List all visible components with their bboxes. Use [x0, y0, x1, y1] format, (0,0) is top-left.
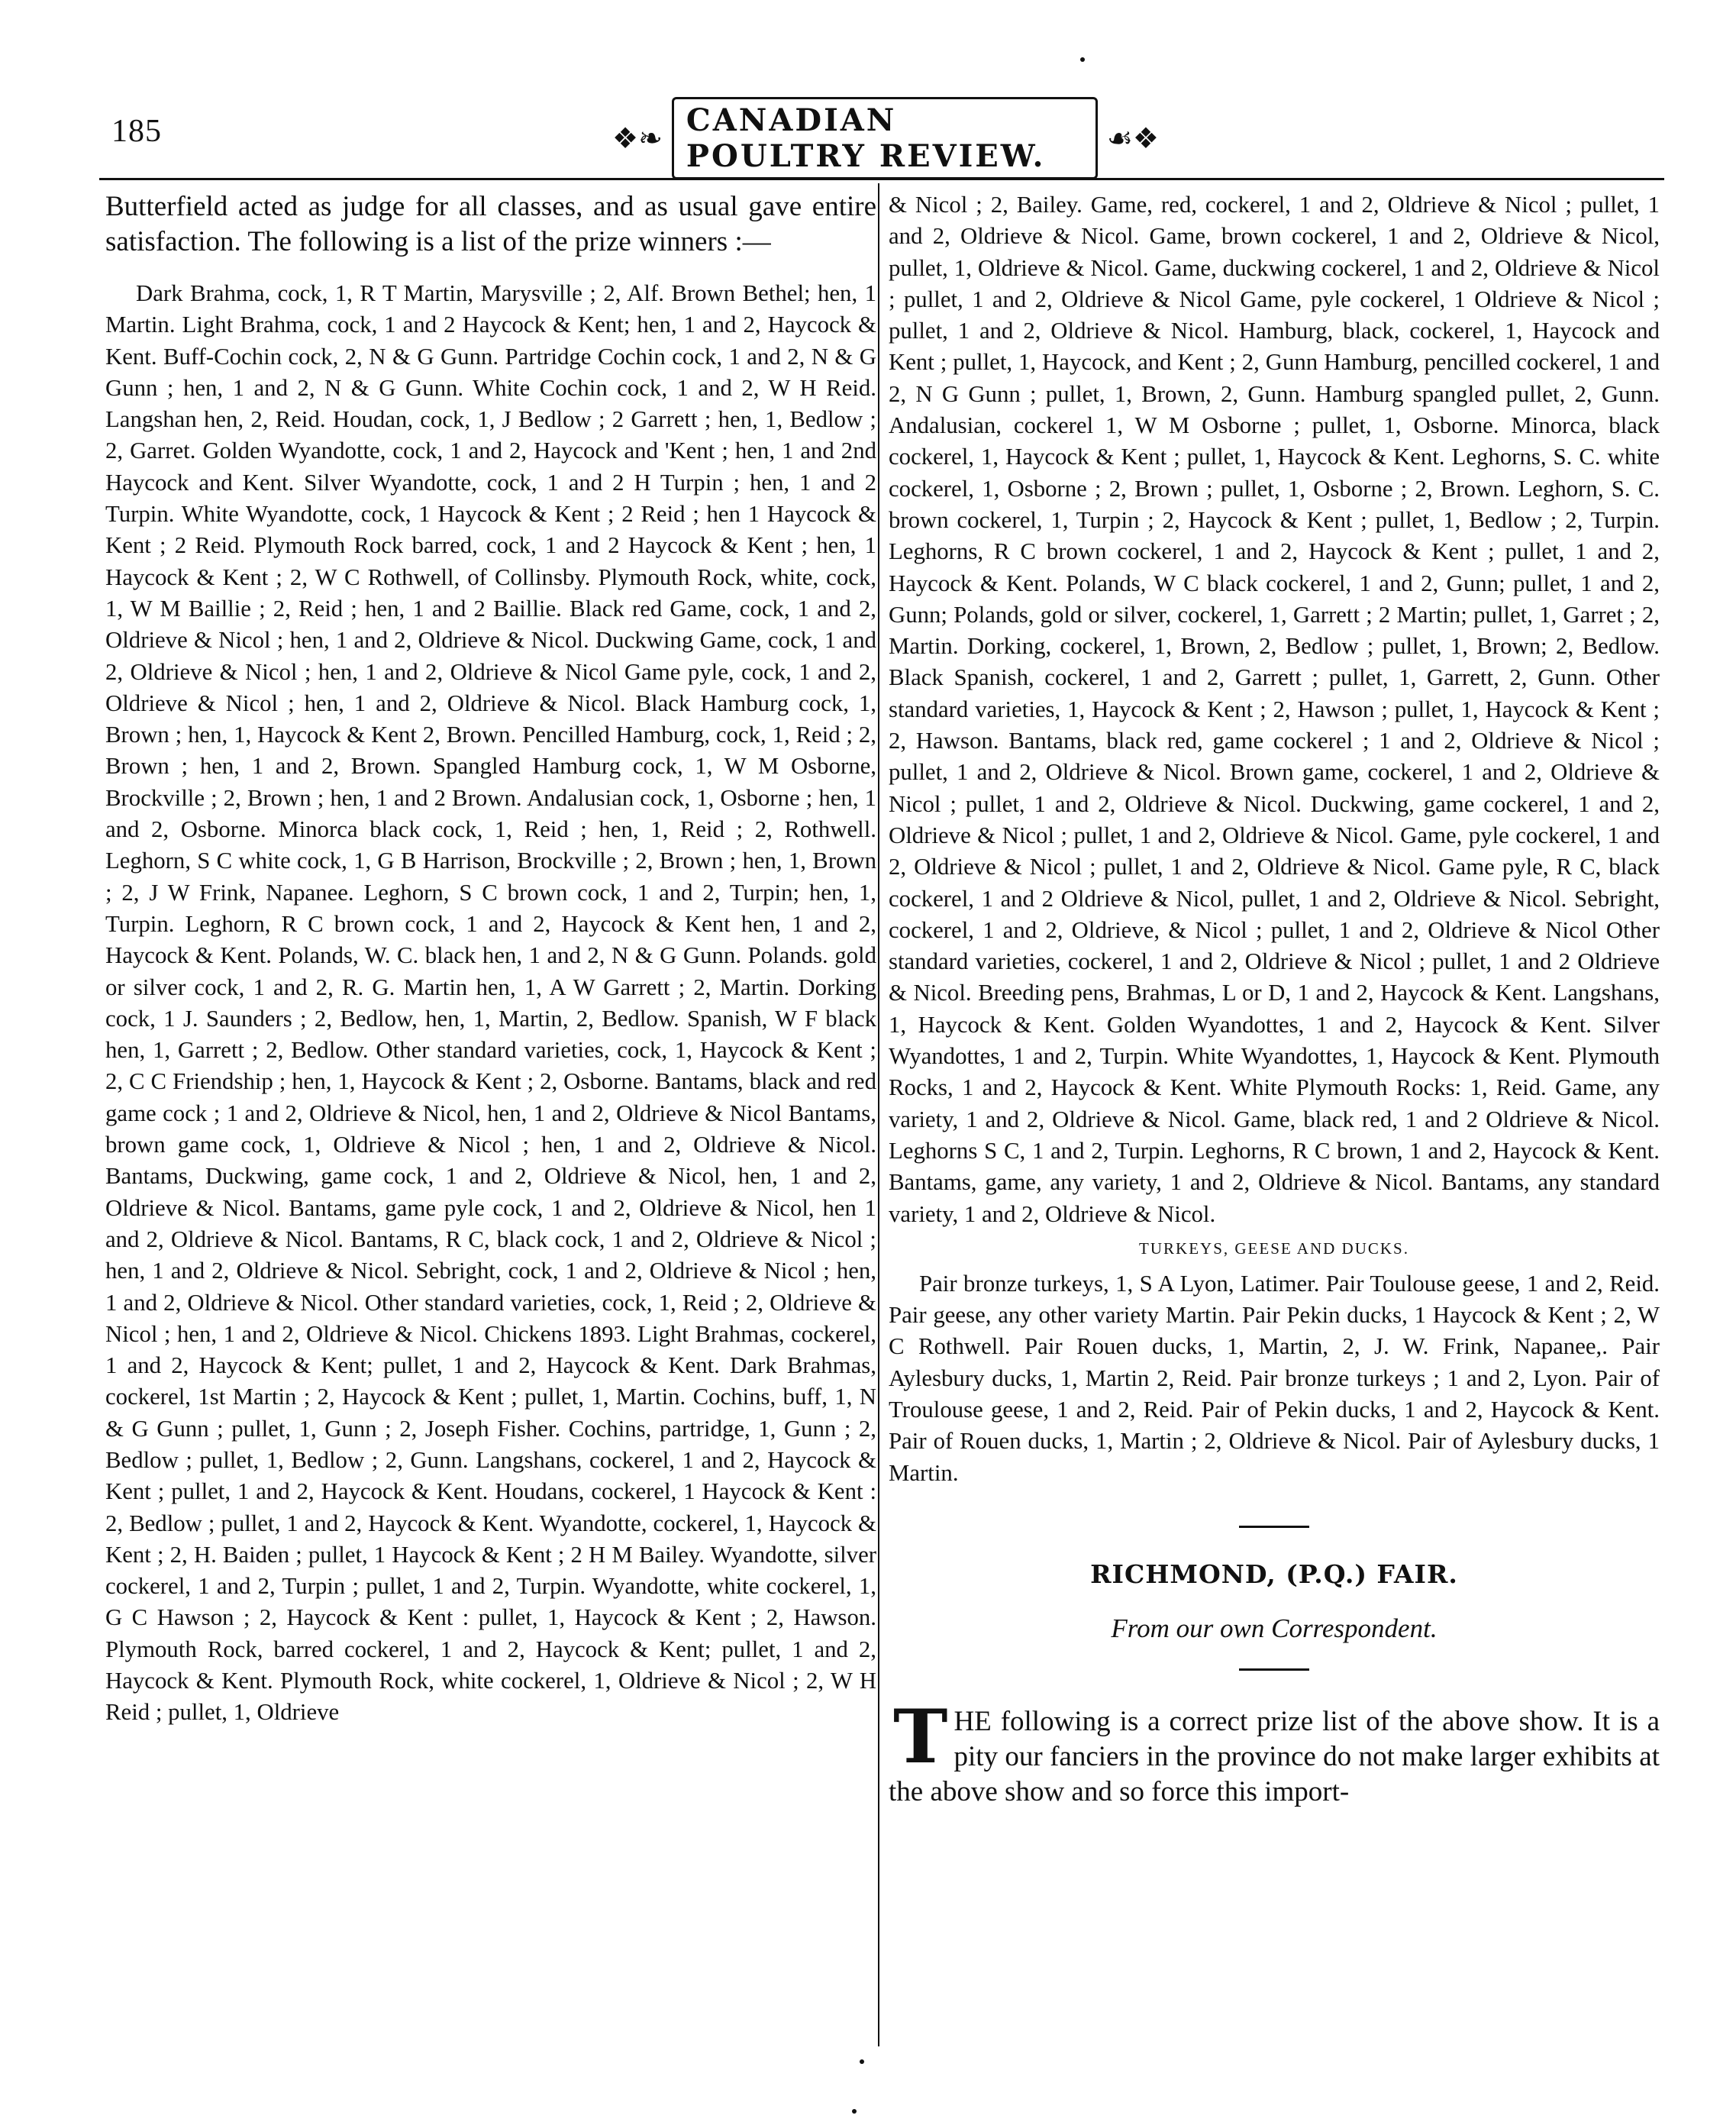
prize-list-paragraph: Dark Brahma, cock, 1, R T Martin, Marysville ; 2, Alf. Brown Bethel; hen, 1 Martin. Light Brahma, cock, 1 and 2 Haycock & Kent; hen, 1 and 2, Haycock & Kent. Buff-Cochin cock, 2, N & G Gunn. Partridge Cochin cock, 1 and 2, N & G Gunn ; hen, 1 and 2, N & G Gunn. White Cochin cock, 1 and 2, W H Reid. Langshan hen, 2, Reid. Houdan, cock, 1, J Bedlow ; 2 Garrett ; hen, 1, Bedlow ; 2, Garret. Golden Wyandotte, cock, 1 and 2, Haycock and 'Kent ; hen, 1 and 2nd Haycock and Kent. Silver Wyandotte, cock, 1 and 2 H Turpin ; hen, 1 and 2 Turpin. White Wyandotte, cock, 1 Haycock & Kent ; 2 Reid ; hen 1 Haycock & Kent ; 2 Reid. Plymouth Rock barred, cock, 1 and 2 Haycock & Kent ; hen, 1 Haycock & Kent ; 2, W C Rothwell, of Collinsby. Plymouth Rock, white, cock, 1, W M Baillie ; 2, Reid ; hen, 1 and 2 Baillie. Black red Game, cock, 1 and 2, Oldrieve & Nicol ; hen, 1 and 2, Oldrieve & Nicol. Duckwing Game, cock, 1 and 2, Oldrieve & Nicol ; hen, 1 and 2, Oldrieve & Nicol Game pyle, cock, 1 and 2, Oldrieve & Nicol ; hen, 1 and 2, Oldrieve & Nicol. Black Hamburg cock, 1, Brown ; hen, 1, Haycock & Kent 2, Brown. Pencilled Hamburg, cock, 1, Reid ; 2, Brown ; hen, 1 and 2, Brown. Spangled Hamburg cock, 1, W M Osborne, Brockville ; 2, Brown ; hen, 1 and 2 Brown. Andalusian cock, 1, Osborne ; hen, 1 and 2, Osborne. Minorca black cock, 1, Reid ; hen, 1, Reid ; 2, Rothwell. Leghorn, S C white cock, 1, G B Harrison, Brockville ; 2, Brown ; hen, 1, Brown ; 2, J W Frink, Napanee. Leghorn, S C brown cock, 1 and 2, Turpin; hen, 1, Turpin. Leghorn, R C brown cock, 1 and 2, Haycock & Kent hen, 1 and 2, Haycock & Kent. Polands, W. C. black hen, 1 and 2, N & G Gunn. Polands. gold or silver cock, 1 and 2, R. G. Martin hen, 1, A W Garrett ; 2, Martin. Dorking cock, 1 J. Saunders ; 2, Bedlow, hen, 1, Martin, 2, Bedlow. Spanish, W F black hen, 1, Garrett ; 2, Bedlow. Other standard varieties, cock, 1, Haycock & Kent ; 2, C C Friendship ; hen, 1, Haycock & Kent ; 2, Osborne. Bantams, black and red game cock ; 1 and 2, Oldrieve & Nicol, hen, 1 and 2, Oldrieve & Nicol Bantams, brown game cock, 1, Oldrieve & Nicol ; hen, 1 and 2, Oldrieve & Nicol. Bantams, Duckwing, game cock, 1 and 2, Oldrieve & Nicol, hen, 1 and 2, Oldrieve & Nicol. Bantams, game pyle cock, 1 and 2, Oldrieve & Nicol, hen 1 and 2, Oldrieve & Nicol. Bantams, R C, black cock, 1 and 2, Oldrieve & Nicol ; hen, 1 and 2, Oldrieve & Nicol. Sebright, cock, 1 and 2, Oldrieve & Nicol ; hen, 1 and 2, Oldrieve & Nicol. Other standard varieties, cock, 1, Reid ; 2, Oldrieve & Nicol ; hen, 1 and 2, Oldrieve & Nicol. Chickens 1893. Light Brahmas, cockerel, 1 and 2, Haycock & Kent; pullet, 1 and 2, Haycock & Kent. Dark Brahmas, cockerel, 1st Martin ; 2, Haycock & Kent ; pullet, 1, Martin. Cochins, buff, 1, N & G Gunn ; pullet, 1, Gunn ; 2, Joseph Fisher. Cochins, partridge, 1, Gunn ; 2, Bedlow ; pullet, 1, Bedlow ; 2, Gunn. Langshans, cockerel, 1 and 2, Haycock & Kent ; pullet, 1 and 2, Haycock & Kent. Houdans, cockerel, 1 Haycock & Kent : 2, Bedlow ; pullet, 1 and 2, Haycock & Kent. Wyandotte, cockerel, 1, Haycock & Kent ; 2, H. Baiden ; pullet, 1 Haycock & Kent ; 2 H M Bailey. Wyandotte, silver cockerel, 1 and 2, Turpin ; pullet, 1 and 2, Turpin. Wyandotte, white cockerel, 1, G C Hawson ; 2, Haycock & Kent : pullet, 1, Haycock & Kent ; 2, Hawson. Plymouth Rock, barred cockerel, 1 and 2, Haycock & Kent; pullet, 1 and 2, Haycock & Kent. Plymouth Rock, white cockerel, 1, Oldrieve & Nicol ; 2, W H Reid ; pullet, 1, Oldrieve: [105, 280, 876, 1726]
prize-list-continued: & Nicol ; 2, Bailey. Game, red, cockerel, 1 and 2, Oldrieve & Nicol ; pullet, 1 and 2, Oldrieve & Nicol. Game, brown cockerel, 1 and 2, Oldrieve & Nicol, pullet, 1, Oldrieve & Nicol. Game, duckwing cockerel, 1 and 2, Oldrieve & Nicol ; pullet, 1 and 2, Oldrieve & Nicol Game, pyle cockerel, 1 Oldrieve & Nicol ; pullet, 1 and 2, Oldrieve & Nicol. Hamburg, black, cockerel, 1, Haycock and Kent ; pullet, 1, Haycock, and Kent ; 2, Gunn Hamburg, pencilled cockerel, 1 and 2, N G Gunn ; pullet, 1, Brown, 2, Gunn. Hamburg spangled pullet, 2, Gunn. Andalusian, cockerel 1, W M Osborne ; pullet, 1, Osborne. Minorca, black cockerel, 1, Haycock & Kent ; pullet, 1, Haycock & Kent. Leghorns, S. C. white cockerel, 1, Osborne ; 2, Brown ; pullet, 1, Osborne ; 2, Brown. Leghorn, S. C. brown cockerel, 1, Turpin ; 2, Haycock & Kent ; pullet, 1, Bedlow ; 2, Turpin. Leghorns, R C brown cockerel, 1 and 2, Haycock & Kent ; pullet, 1 and 2, Haycock & Kent. Polands, W C black cockerel, 1 and 2, Gunn; pullet, 1 and 2, Gunn; Polands, gold or silver, cockerel, 1, Garrett ; 2 Martin; pullet, 1, Garret ; 2, Martin. Dorking, cockerel, 1, Brown, 2, Bedlow ; pullet, 1, Brown; 2, Bedlow. Black Spanish, cockerel, 1 and 2, Garrett ; pullet, 1, Garrett, 2, Gunn. Other standard varieties, 1, Haycock & Kent ; 2, Hawson ; pullet, 1, Haycock & Kent ; 2, Hawson. Bantams, black red, game cockerel ; 1 and 2, Oldrieve & Nicol ; pullet, 1 and 2, Oldrieve & Nicol. Brown game, cockerel, 1 and 2, Oldrieve & Nicol ; pullet, 1 and 2, Oldrieve & Nicol. Duckwing, game cockerel, 1 and 2, Oldrieve & Nicol ; pullet, 1 and 2, Oldrieve & Nicol. Game, pyle cockerel, 1 and 2, Oldrieve & Nicol ; pullet, 1 and 2, Oldrieve & Nicol. Game pyle, R C, black cockerel, 1 and 2 Oldrieve & Nicol, pullet, 1 and 2, Oldrieve & Nicol. Sebright, cockerel, 1 and 2, Oldrieve, & Nicol ; pullet, 1 and 2, Oldrieve & Nicol Other standard varieties, cockerel, 1 and 2, Oldrieve & Nicol ; pullet, 1 and 2 Oldrieve & Nicol. Breeding pens, Brahmas, L or D, 1 and 2, Haycock & Kent. Langshans, 1, Haycock & Kent. Golden Wyandottes, 1 and 2, Haycock & Kent. Silver Wyandottes, 1 and 2, Turpin. White Wyandottes, 1, Haycock & Kent. Plymouth Rocks, 1 and 2, Haycock & Kent. White Plymouth Rocks: 1, Reid. Game, any variety, 1 and 2, Oldrieve & Nicol. Game, black red, 1 and 2 Oldrieve & Nicol. Leghorns S C, 1 and 2, Turpin. Leghorns, R C brown, 1 and 2, Haycock & Kent. Bantams, game, any variety, 1 and 2, Oldrieve & Nicol. Bantams, any standard variety, 1 and 2, Oldrieve & Nicol.: [889, 192, 1660, 1227]
right-column: [889, 189, 1660, 1810]
left-column: [105, 189, 876, 1729]
intro-paragraph: Butterfield acted as judge for all classes, and as usual gave entire satisfaction. The following is a list of the prize winners :—: [105, 191, 876, 257]
print-speck: [852, 2109, 857, 2114]
section-rule: [1239, 1526, 1309, 1528]
drop-cap: T: [893, 1694, 948, 1781]
byline: From our own Correspondent.: [1111, 1613, 1438, 1644]
print-speck: [860, 2059, 864, 2064]
ornament-right-icon: ☙❖: [1106, 122, 1159, 155]
turkeys-paragraph: Pair bronze turkeys, 1, S A Lyon, Latimer. Pair Toulouse geese, 1 and 2, Reid. Pair geese, any other variety Martin. Pair Pekin ducks, 1 Haycock & Kent ; 2, W C Rothwell. Pair Rouen ducks, 1, Martin, 2, J. W. Frink, Napanee,. Pair Aylesbury ducks, 1, Martin 2, Reid. Pair bronze turkeys ; 1 and 2, Lyon. Pair of Troulouse geese, 1 and 2, Reid. Pair of Pekin ducks, 1 and 2, Haycock & Kent. Pair of Rouen ducks, 1, Martin ; 2, Oldrieve & Nicol. Pair of Aylesbury ducks, 1 Martin.: [889, 1270, 1660, 1486]
section-heading: TURKEYS, GEESE AND DUCKS.: [1139, 1239, 1409, 1258]
lead-text: HE following is a correct prize list of the above show. It is a pity our fanciers in the province do not make larger exhibits at the above show and so force this import-: [889, 1706, 1660, 1808]
lead-paragraph: [889, 1694, 1660, 1810]
header-rule: [99, 178, 1664, 180]
byline-rule: [1239, 1668, 1309, 1671]
masthead-title: CANADIAN POULTRY REVIEW.: [672, 97, 1098, 179]
page-number: 185: [111, 114, 162, 149]
column-divider: [878, 183, 879, 2046]
masthead: [603, 104, 1168, 173]
print-speck: [1080, 57, 1085, 62]
article-title: RICHMOND, (P.Q.) FAIR.: [1090, 1558, 1458, 1589]
ornament-left-icon: ❖❧: [612, 122, 663, 155]
